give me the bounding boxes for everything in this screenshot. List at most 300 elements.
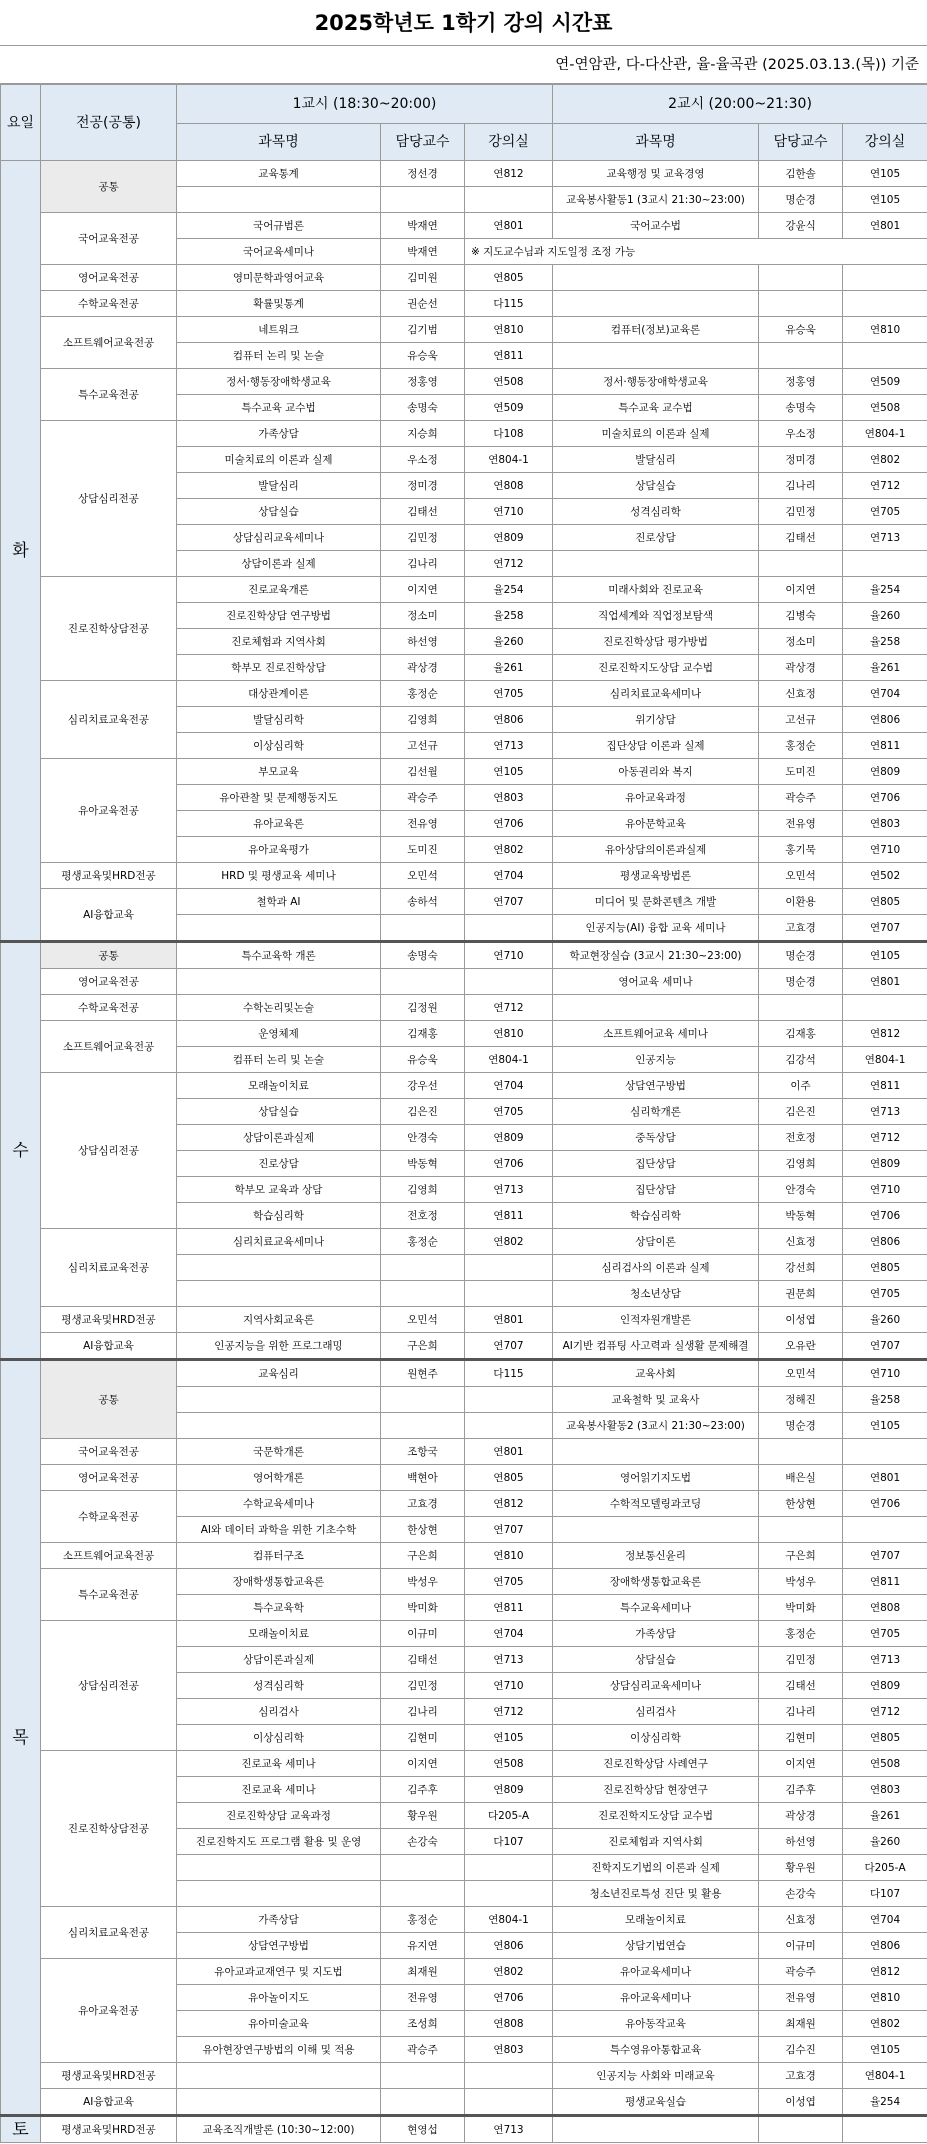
p1-room-cell: 연812 bbox=[465, 161, 553, 187]
p1-room-cell: 연712 bbox=[465, 995, 553, 1021]
table-row bbox=[1, 681, 927, 707]
major-cell: 영어교육전공 bbox=[41, 265, 177, 291]
p1-course-cell: 영미문학과영어교육 bbox=[177, 265, 381, 291]
p1-professor-cell: 곽승주 bbox=[381, 2037, 465, 2063]
p1-course-cell: 이상심리학 bbox=[177, 1725, 381, 1751]
p1-room-cell: 연804-1 bbox=[465, 1047, 553, 1073]
p2-room-cell: 연712 bbox=[843, 1699, 927, 1725]
p2-course-cell bbox=[553, 291, 759, 317]
table-row bbox=[1, 1073, 927, 1099]
p1-room-cell: 연704 bbox=[465, 1073, 553, 1099]
p1-room-cell: 연801 bbox=[465, 1439, 553, 1465]
major-cell: 유아교육전공 bbox=[41, 1959, 177, 2063]
p1-professor-cell: 정미경 bbox=[381, 473, 465, 499]
p1-room-cell: 연806 bbox=[465, 707, 553, 733]
p2-course-cell: 발달심리 bbox=[553, 447, 759, 473]
p2-room-cell: 연811 bbox=[843, 1569, 927, 1595]
p2-room-cell: 연713 bbox=[843, 525, 927, 551]
p1-room-cell: 연810 bbox=[465, 1021, 553, 1047]
p2-room-cell bbox=[843, 1439, 927, 1465]
p2-course-header: 과목명 bbox=[553, 124, 759, 161]
p2-course-cell: 장애학생통합교육론 bbox=[553, 1569, 759, 1595]
p1-room-cell: 연809 bbox=[465, 525, 553, 551]
table-row bbox=[1, 1907, 927, 1933]
table-row bbox=[1, 213, 927, 239]
p2-room-cell bbox=[843, 291, 927, 317]
table-row bbox=[1, 317, 927, 343]
p2-room-cell: 연809 bbox=[843, 1673, 927, 1699]
p1-room-cell: 연712 bbox=[465, 551, 553, 577]
p1-professor-cell bbox=[381, 187, 465, 213]
p2-professor-cell bbox=[759, 1439, 843, 1465]
p2-professor-cell bbox=[759, 1517, 843, 1543]
p1-room-cell: 연808 bbox=[465, 2011, 553, 2037]
p1-room-cell: 연710 bbox=[465, 1673, 553, 1699]
p2-course-cell: 심리치료교육세미나 bbox=[553, 681, 759, 707]
p2-professor-cell: 김나리 bbox=[759, 1699, 843, 1725]
p1-course-cell: 가족상담 bbox=[177, 1907, 381, 1933]
table-row bbox=[1, 2089, 927, 2116]
p1-professor-cell: 곽상경 bbox=[381, 655, 465, 681]
p1-course-cell: 심리검사 bbox=[177, 1699, 381, 1725]
p1-course-cell: 진로상담 bbox=[177, 1151, 381, 1177]
p2-course-cell bbox=[553, 265, 759, 291]
p1-course-cell: 유아교과교재연구 및 지도법 bbox=[177, 1959, 381, 1985]
p1-professor-cell: 김나리 bbox=[381, 1699, 465, 1725]
p2-course-cell: 진로진학지도상담 교수법 bbox=[553, 655, 759, 681]
p2-room-cell: 율254 bbox=[843, 2089, 927, 2116]
p2-course-cell: 교육사회 bbox=[553, 1360, 759, 1387]
p2-professor-cell bbox=[759, 551, 843, 577]
major-cell: 유아교육전공 bbox=[41, 759, 177, 863]
table-row bbox=[1, 863, 927, 889]
p1-course-cell: HRD 및 평생교육 세미나 bbox=[177, 863, 381, 889]
day-header: 요일 bbox=[1, 85, 41, 161]
table-row bbox=[1, 1229, 927, 1255]
p1-professor-cell bbox=[381, 1281, 465, 1307]
major-cell: 심리치료교육전공 bbox=[41, 681, 177, 759]
p1-professor-header: 담당교수 bbox=[381, 124, 465, 161]
p1-room-cell: 연713 bbox=[465, 2116, 553, 2143]
p2-professor-cell: 박미화 bbox=[759, 1595, 843, 1621]
p1-course-cell: 컴퓨터 논리 및 논술 bbox=[177, 343, 381, 369]
p2-course-cell: 중독상담 bbox=[553, 1125, 759, 1151]
p1-room-cell: 연809 bbox=[465, 1777, 553, 1803]
p2-professor-cell: 김병숙 bbox=[759, 603, 843, 629]
p2-professor-cell: 박동혁 bbox=[759, 1203, 843, 1229]
p1-course-cell bbox=[177, 187, 381, 213]
p1-professor-cell: 도미진 bbox=[381, 837, 465, 863]
p1-room-cell bbox=[465, 969, 553, 995]
p1-professor-cell bbox=[381, 2089, 465, 2116]
p2-room-cell: 연808 bbox=[843, 1595, 927, 1621]
p1-professor-cell: 강우선 bbox=[381, 1073, 465, 1099]
p2-room-cell: 율258 bbox=[843, 1387, 927, 1413]
p2-room-cell: 연804-1 bbox=[843, 421, 927, 447]
p2-room-cell: 다107 bbox=[843, 1881, 927, 1907]
p1-room-cell: 연509 bbox=[465, 395, 553, 421]
p2-room-cell: 연801 bbox=[843, 1465, 927, 1491]
p1-room-cell: 율261 bbox=[465, 655, 553, 681]
p2-professor-cell: 이성엽 bbox=[759, 2089, 843, 2116]
p2-room-cell: 연812 bbox=[843, 1959, 927, 1985]
p2-course-cell: 진로진학지도상담 교수법 bbox=[553, 1803, 759, 1829]
p2-course-cell: 교육철학 및 교육사 bbox=[553, 1387, 759, 1413]
p2-course-cell: 인적자원개발론 bbox=[553, 1307, 759, 1333]
p1-professor-cell: 김기범 bbox=[381, 317, 465, 343]
p2-room-cell: 연806 bbox=[843, 1933, 927, 1959]
p1-room-cell: 연508 bbox=[465, 369, 553, 395]
p1-course-cell: 심리치료교육세미나 bbox=[177, 1229, 381, 1255]
p1-professor-cell: 이지연 bbox=[381, 577, 465, 603]
p2-course-cell: 학교현장실습 (3교시 21:30~23:00) bbox=[553, 942, 759, 969]
p2-course-cell: 미디어 및 문화콘텐츠 개발 bbox=[553, 889, 759, 915]
p1-room-cell: 율254 bbox=[465, 577, 553, 603]
p1-room-cell: 연802 bbox=[465, 1959, 553, 1985]
p1-professor-cell: 백현아 bbox=[381, 1465, 465, 1491]
p2-professor-cell: 이규미 bbox=[759, 1933, 843, 1959]
major-cell: 영어교육전공 bbox=[41, 1465, 177, 1491]
p2-room-cell: 연707 bbox=[843, 915, 927, 942]
p2-course-cell: 집단상담 bbox=[553, 1151, 759, 1177]
p1-room-cell: 연808 bbox=[465, 473, 553, 499]
p1-course-cell bbox=[177, 1855, 381, 1881]
p1-professor-cell: 홍정순 bbox=[381, 681, 465, 707]
p2-course-cell: 평생교육방법론 bbox=[553, 863, 759, 889]
major-cell: 평생교육및HRD전공 bbox=[41, 863, 177, 889]
p1-room-cell: 다205-A bbox=[465, 1803, 553, 1829]
major-cell: 소프트웨어교육전공 bbox=[41, 1021, 177, 1073]
p2-room-cell: 연811 bbox=[843, 1073, 927, 1099]
p2-room-cell: 연705 bbox=[843, 1621, 927, 1647]
building-legend: 연-연암관, 다-다산관, 율-율곡관 (2025.03.13.(목)) 기준 bbox=[0, 46, 927, 84]
p1-professor-cell: 이규미 bbox=[381, 1621, 465, 1647]
p2-room-cell: 연713 bbox=[843, 1099, 927, 1125]
major-cell: 공통 bbox=[41, 161, 177, 213]
p1-room-cell: 연801 bbox=[465, 1307, 553, 1333]
p1-room-cell: 연803 bbox=[465, 2037, 553, 2063]
p1-professor-cell: 김정원 bbox=[381, 995, 465, 1021]
p1-course-cell: 교육조직개발론 (10:30~12:00) bbox=[177, 2116, 381, 2143]
p2-room-cell: 연802 bbox=[843, 447, 927, 473]
p2-room-cell: 연710 bbox=[843, 837, 927, 863]
table-row bbox=[1, 1751, 927, 1777]
p2-course-cell: 청소년상담 bbox=[553, 1281, 759, 1307]
major-cell: 평생교육및HRD전공 bbox=[41, 1307, 177, 1333]
p2-professor-cell: 김주후 bbox=[759, 1777, 843, 1803]
p2-room-cell bbox=[843, 343, 927, 369]
p1-professor-cell: 홍정순 bbox=[381, 1907, 465, 1933]
p2-professor-cell: 명순경 bbox=[759, 187, 843, 213]
p1-professor-cell bbox=[381, 2063, 465, 2089]
table-row bbox=[1, 2063, 927, 2089]
p2-course-cell: 인공지능 사회와 미래교육 bbox=[553, 2063, 759, 2089]
p1-professor-cell: 최재원 bbox=[381, 1959, 465, 1985]
p2-professor-cell: 고효경 bbox=[759, 2063, 843, 2089]
p2-room-cell: 율254 bbox=[843, 577, 927, 603]
major-cell: 수학교육전공 bbox=[41, 1491, 177, 1543]
p1-course-cell bbox=[177, 1387, 381, 1413]
p2-course-cell: 진로진학상담 사례연구 bbox=[553, 1751, 759, 1777]
p1-professor-cell: 전유영 bbox=[381, 811, 465, 837]
p2-professor-cell: 이지연 bbox=[759, 577, 843, 603]
p2-room-cell: 연710 bbox=[843, 1177, 927, 1203]
p1-room-cell: 다108 bbox=[465, 421, 553, 447]
p2-professor-cell: 정해진 bbox=[759, 1387, 843, 1413]
p2-professor-cell: 곽상경 bbox=[759, 655, 843, 681]
p2-professor-cell: 전유영 bbox=[759, 1985, 843, 2011]
p2-professor-cell: 김영희 bbox=[759, 1151, 843, 1177]
p2-room-cell: 연806 bbox=[843, 707, 927, 733]
p2-professor-cell: 이주 bbox=[759, 1073, 843, 1099]
p1-course-cell: 컴퓨터 논리 및 논술 bbox=[177, 1047, 381, 1073]
p1-course-cell: 유아관찰 및 문제행동지도 bbox=[177, 785, 381, 811]
p1-course-cell: 컴퓨터구조 bbox=[177, 1543, 381, 1569]
p2-professor-cell: 김민정 bbox=[759, 499, 843, 525]
p1-room-cell bbox=[465, 1881, 553, 1907]
p2-professor-header: 담당교수 bbox=[759, 124, 843, 161]
schedule-note: ※ 지도교수님과 지도일정 조정 가능 bbox=[465, 239, 927, 265]
timetable bbox=[0, 84, 927, 2143]
p2-course-cell: 청소년진로특성 진단 및 활용 bbox=[553, 1881, 759, 1907]
major-cell: 소프트웨어교육전공 bbox=[41, 317, 177, 369]
p1-professor-cell: 김은진 bbox=[381, 1099, 465, 1125]
p1-professor-cell: 권순선 bbox=[381, 291, 465, 317]
p2-professor-cell: 정소미 bbox=[759, 629, 843, 655]
p2-room-cell bbox=[843, 995, 927, 1021]
p1-professor-cell: 김현미 bbox=[381, 1725, 465, 1751]
p1-room-cell bbox=[465, 1255, 553, 1281]
major-cell: 평생교육및HRD전공 bbox=[41, 2116, 177, 2143]
table-row bbox=[1, 995, 927, 1021]
p2-professor-cell: 권문희 bbox=[759, 1281, 843, 1307]
day-cell: 수 bbox=[1, 942, 41, 1360]
p2-professor-cell: 김민정 bbox=[759, 1647, 843, 1673]
p2-professor-cell: 홍정순 bbox=[759, 1621, 843, 1647]
p2-course-cell: 정서·행동장애학생교육 bbox=[553, 369, 759, 395]
p2-room-cell: 연712 bbox=[843, 473, 927, 499]
p1-professor-cell: 송명숙 bbox=[381, 395, 465, 421]
p2-room-cell: 연801 bbox=[843, 213, 927, 239]
p1-professor-cell: 유지연 bbox=[381, 1933, 465, 1959]
p1-course-cell: AI와 데이터 과학을 위한 기초수학 bbox=[177, 1517, 381, 1543]
p2-room-cell: 연509 bbox=[843, 369, 927, 395]
p1-room-cell: 연508 bbox=[465, 1751, 553, 1777]
period2-header: 2교시 (20:00~21:30) bbox=[553, 85, 927, 124]
p1-course-cell bbox=[177, 1255, 381, 1281]
p2-room-cell: 연704 bbox=[843, 1907, 927, 1933]
p1-course-cell: 국문학개론 bbox=[177, 1439, 381, 1465]
p2-room-cell: 연802 bbox=[843, 2011, 927, 2037]
p2-room-cell: 연704 bbox=[843, 681, 927, 707]
major-cell: 영어교육전공 bbox=[41, 969, 177, 995]
p1-course-cell: 성격심리학 bbox=[177, 1673, 381, 1699]
p1-course-cell: 유아미술교육 bbox=[177, 2011, 381, 2037]
p1-course-cell bbox=[177, 1413, 381, 1439]
p1-room-cell: 율260 bbox=[465, 629, 553, 655]
p2-room-cell: 연706 bbox=[843, 785, 927, 811]
p2-professor-cell: 오유란 bbox=[759, 1333, 843, 1360]
p2-room-cell: 연803 bbox=[843, 1777, 927, 1803]
p1-course-cell: 부모교육 bbox=[177, 759, 381, 785]
p1-course-cell: 상담이론과실제 bbox=[177, 1125, 381, 1151]
p1-course-cell: 학부모 진로진학상담 bbox=[177, 655, 381, 681]
p1-course-cell: 수학교육세미나 bbox=[177, 1491, 381, 1517]
table-row bbox=[1, 969, 927, 995]
p2-course-cell: 평생교육실습 bbox=[553, 2089, 759, 2116]
p2-room-cell: 연803 bbox=[843, 811, 927, 837]
p2-room-cell: 연810 bbox=[843, 317, 927, 343]
p2-room-cell: 연805 bbox=[843, 889, 927, 915]
p2-professor-cell: 전유영 bbox=[759, 811, 843, 837]
p2-professor-cell: 박성우 bbox=[759, 1569, 843, 1595]
p2-room-cell: 연801 bbox=[843, 969, 927, 995]
p1-professor-cell: 한상현 bbox=[381, 1517, 465, 1543]
p2-room-cell: 연806 bbox=[843, 1229, 927, 1255]
p1-professor-cell: 유승욱 bbox=[381, 343, 465, 369]
p1-room-cell: 율258 bbox=[465, 603, 553, 629]
p1-course-cell: 특수교육학 개론 bbox=[177, 942, 381, 969]
p2-course-cell: 교육봉사활동1 (3교시 21:30~23:00) bbox=[553, 187, 759, 213]
p1-professor-cell: 송하석 bbox=[381, 889, 465, 915]
p1-course-cell: 교육심리 bbox=[177, 1360, 381, 1387]
p2-course-cell: 진학지도기법의 이론과 실제 bbox=[553, 1855, 759, 1881]
p2-course-cell: 유아문학교육 bbox=[553, 811, 759, 837]
p1-room-cell bbox=[465, 1281, 553, 1307]
major-cell: 공통 bbox=[41, 942, 177, 969]
p2-room-cell bbox=[843, 265, 927, 291]
major-cell: 수학교육전공 bbox=[41, 995, 177, 1021]
p1-room-cell: 연713 bbox=[465, 1647, 553, 1673]
p1-professor-cell: 오민석 bbox=[381, 1307, 465, 1333]
p1-room-cell: 연803 bbox=[465, 785, 553, 811]
major-cell: 진로진학상담전공 bbox=[41, 577, 177, 681]
major-cell: 특수교육전공 bbox=[41, 369, 177, 421]
table-row bbox=[1, 1439, 927, 1465]
major-cell: 국어교육전공 bbox=[41, 1439, 177, 1465]
page-title: 2025학년도 1학기 강의 시간표 bbox=[0, 0, 927, 46]
p2-room-cell: 연713 bbox=[843, 1647, 927, 1673]
timetable-container bbox=[0, 84, 927, 2143]
p2-course-cell: 심리검사의 이론과 실제 bbox=[553, 1255, 759, 1281]
p1-professor-cell: 현영섭 bbox=[381, 2116, 465, 2143]
p2-course-cell: 미래사회와 진로교육 bbox=[553, 577, 759, 603]
p2-course-cell bbox=[553, 1517, 759, 1543]
p1-course-cell: 진로교육 세미나 bbox=[177, 1777, 381, 1803]
p2-professor-cell: 한상현 bbox=[759, 1491, 843, 1517]
p2-professor-cell: 김재홍 bbox=[759, 1021, 843, 1047]
p1-professor-cell: 김민정 bbox=[381, 1673, 465, 1699]
p1-room-cell: 연810 bbox=[465, 317, 553, 343]
p2-professor-cell bbox=[759, 2116, 843, 2143]
p2-room-cell: 연105 bbox=[843, 187, 927, 213]
p1-professor-cell: 박미화 bbox=[381, 1595, 465, 1621]
p2-room-cell: 연804-1 bbox=[843, 1047, 927, 1073]
p1-course-cell: 진로교육개론 bbox=[177, 577, 381, 603]
p1-professor-cell: 유승욱 bbox=[381, 1047, 465, 1073]
p2-professor-cell: 김태선 bbox=[759, 1673, 843, 1699]
p1-professor-cell: 김영희 bbox=[381, 1177, 465, 1203]
timetable-body bbox=[1, 161, 927, 2143]
p1-professor-cell: 전유영 bbox=[381, 1985, 465, 2011]
p2-professor-cell: 이성엽 bbox=[759, 1307, 843, 1333]
table-row bbox=[1, 2116, 927, 2143]
table-row bbox=[1, 1021, 927, 1047]
p1-course-cell: 가족상담 bbox=[177, 421, 381, 447]
p2-room-cell: 연105 bbox=[843, 2037, 927, 2063]
p1-course-cell: 모래놀이치료 bbox=[177, 1073, 381, 1099]
p2-professor-cell: 안경숙 bbox=[759, 1177, 843, 1203]
p1-course-cell bbox=[177, 2063, 381, 2089]
p1-room-cell: 연802 bbox=[465, 837, 553, 863]
p2-room-cell: 연508 bbox=[843, 1751, 927, 1777]
p1-room-cell: 연706 bbox=[465, 1151, 553, 1177]
p1-course-cell: 인공지능을 위한 프로그래밍 bbox=[177, 1333, 381, 1360]
major-cell: 수학교육전공 bbox=[41, 291, 177, 317]
p1-room-cell bbox=[465, 1413, 553, 1439]
p2-room-cell: 연705 bbox=[843, 499, 927, 525]
p1-room-cell: 다107 bbox=[465, 1829, 553, 1855]
p1-course-cell: 수학논리및논술 bbox=[177, 995, 381, 1021]
p2-room-cell: 연105 bbox=[843, 1413, 927, 1439]
table-row bbox=[1, 1465, 927, 1491]
p1-course-cell: 지역사회교육론 bbox=[177, 1307, 381, 1333]
p1-room-cell: 연706 bbox=[465, 1985, 553, 2011]
p1-professor-cell: 조항국 bbox=[381, 1439, 465, 1465]
p1-room-cell: 연802 bbox=[465, 1229, 553, 1255]
p1-professor-cell: 원현주 bbox=[381, 1360, 465, 1387]
p1-professor-cell: 조성희 bbox=[381, 2011, 465, 2037]
p2-room-cell: 율261 bbox=[843, 1803, 927, 1829]
p2-professor-cell: 정홍영 bbox=[759, 369, 843, 395]
p2-course-cell: 상담실습 bbox=[553, 1647, 759, 1673]
p2-professor-cell: 김태선 bbox=[759, 525, 843, 551]
major-cell: 상담심리전공 bbox=[41, 1073, 177, 1229]
p1-professor-cell: 김태선 bbox=[381, 1647, 465, 1673]
p1-professor-cell: 김주후 bbox=[381, 1777, 465, 1803]
p1-course-cell: 진로체험과 지역사회 bbox=[177, 629, 381, 655]
major-cell: 국어교육전공 bbox=[41, 213, 177, 265]
p1-room-cell: 연713 bbox=[465, 733, 553, 759]
p1-room-cell: 연812 bbox=[465, 1491, 553, 1517]
p2-course-cell: 특수영유아통합교육 bbox=[553, 2037, 759, 2063]
p1-professor-cell: 황우원 bbox=[381, 1803, 465, 1829]
p2-course-cell: 유아교육세미나 bbox=[553, 1985, 759, 2011]
p2-room-cell: 연707 bbox=[843, 1543, 927, 1569]
p1-professor-cell bbox=[381, 969, 465, 995]
p2-room-cell: 연805 bbox=[843, 1255, 927, 1281]
p1-professor-cell bbox=[381, 1881, 465, 1907]
p2-course-cell bbox=[553, 2116, 759, 2143]
p1-professor-cell: 김민정 bbox=[381, 525, 465, 551]
p2-room-cell: 연811 bbox=[843, 733, 927, 759]
p1-course-cell: 철학과 AI bbox=[177, 889, 381, 915]
p1-room-cell: 다115 bbox=[465, 291, 553, 317]
p1-course-cell: 미술치료의 이론과 실제 bbox=[177, 447, 381, 473]
p1-room-cell: 다115 bbox=[465, 1360, 553, 1387]
major-cell: 진로진학상담전공 bbox=[41, 1751, 177, 1907]
p1-course-cell bbox=[177, 915, 381, 942]
p2-course-cell: 성격심리학 bbox=[553, 499, 759, 525]
major-cell: 심리치료교육전공 bbox=[41, 1229, 177, 1307]
p2-course-cell: AI기반 컴퓨팅 사고력과 실생활 문제해결 bbox=[553, 1333, 759, 1360]
p2-professor-cell: 신효정 bbox=[759, 681, 843, 707]
p2-course-cell: 진로진학상담 평가방법 bbox=[553, 629, 759, 655]
major-cell: AI융합교육 bbox=[41, 1333, 177, 1360]
p1-professor-cell bbox=[381, 1255, 465, 1281]
p2-room-cell: 연710 bbox=[843, 1360, 927, 1387]
p1-course-cell: 상담실습 bbox=[177, 1099, 381, 1125]
